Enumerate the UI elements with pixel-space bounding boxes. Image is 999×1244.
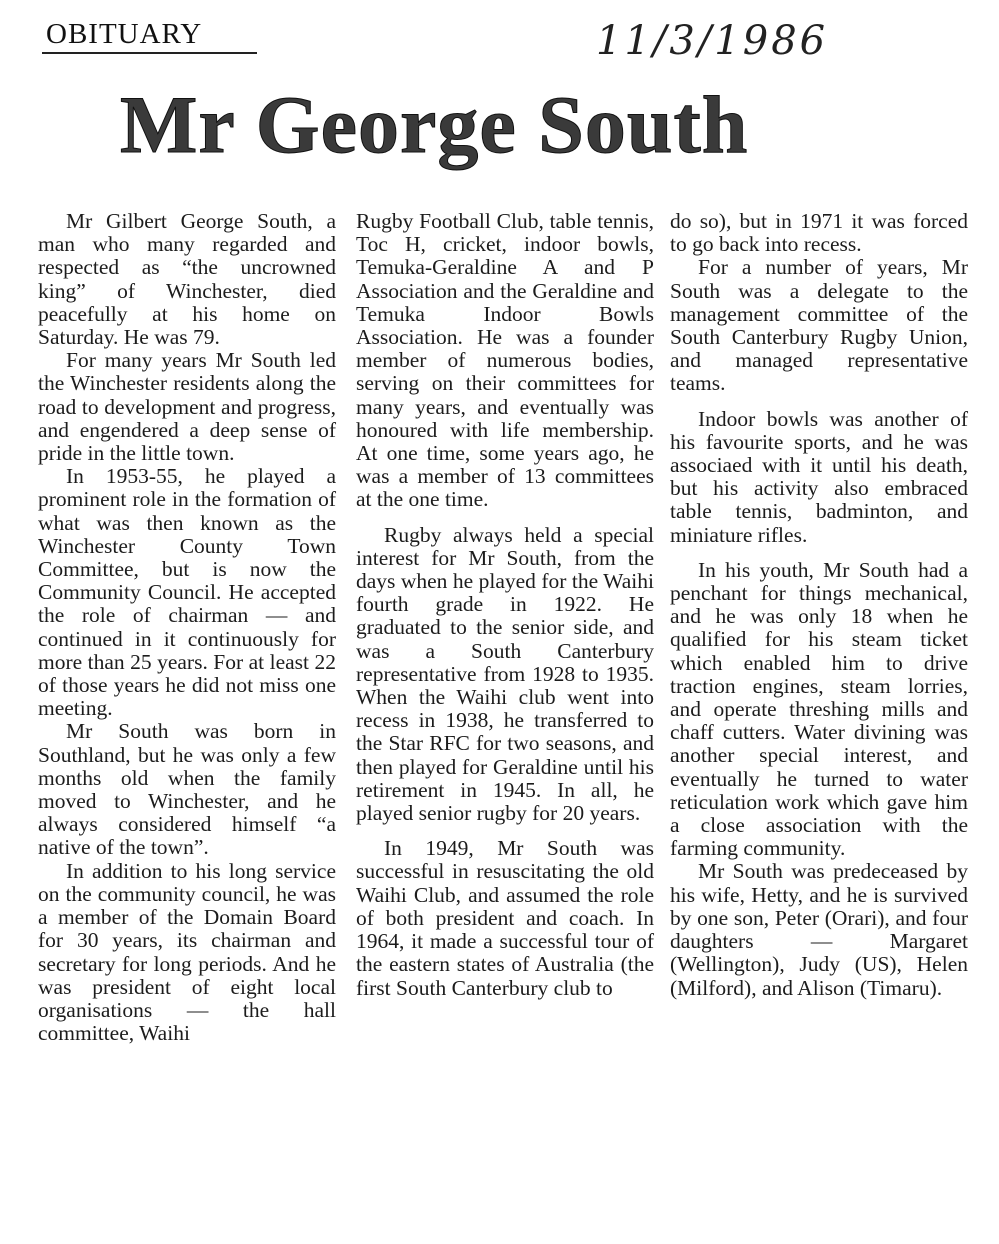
paragraph: In addition to his long service on the community council, he was a member of the Domain Board for 30 years, its chairman and secretary for long periods. And he was president of eight local organisations — the hall committee, Waihi xyxy=(38,858,336,1046)
paragraph: Mr South was predeceased by his wife, Hetty, and he is survived by one son, Peter (Orari), and four daughters — Margaret (Wellington), Judy (US), Helen (Milford), and Alison (Timaru). xyxy=(670,859,968,1000)
column-1 xyxy=(38,210,336,1045)
column-2 xyxy=(356,210,654,1000)
paragraph: In his youth, Mr South had a penchant for things mechanical, and he was only 18 when he qualified for his steam ticket which enabled him to drive traction engines, steam lorries, and operate threshing mills and chaff cutters. Water divining was another special interest, and eventually he turned to water reticulation work which gave him a close association with the farming community. xyxy=(670,557,968,861)
paragraph: do so), but in 1971 it was forced to go back into recess. xyxy=(670,209,968,257)
paragraph: Mr Gilbert George South, a man who many regarded and respected as “the uncrowned king” of Winchester, died peacefully at his home on Saturday. He was 79. xyxy=(38,209,336,350)
section-label: OBITUARY xyxy=(46,18,203,50)
paragraph: In 1949, Mr South was successful in resuscitating the old Waihi Club, and assumed the role of both president and coach. In 1964, it made a successful tour of the eastern states of Australia (the first South Canterbury club to xyxy=(356,836,654,1000)
article-body xyxy=(38,210,968,1220)
paragraph: For many years Mr South led the Winchester residents along the road to development and progress, and engendered a deep sense of pride in the little town. xyxy=(38,348,336,466)
handwritten-date: 11/3/1986 xyxy=(596,18,829,64)
paragraph: Rugby always held a special interest for Mr South, from the days when he played for the Waihi fourth grade in 1922. He graduated to the senior side, and was a South Canterbury representative from 1928 to 1935. When the Waihi club went into recess in 1938, he transferred to the Star RFC for two seasons, and then played for Geraldine until his retirement in 1945. In all, he played senior rugby for 20 years. xyxy=(356,522,654,826)
paragraph: In 1953-55, he played a prominent role in the formation of what was then known as the Winchester County Town Committee, but is now the Community Council. He accepted the role of chairman — and continued in it continuously for more than 25 years. For at least 22 of those years he did not miss one meeting. xyxy=(38,464,336,721)
column-3 xyxy=(670,210,968,1000)
headline: Mr George South xyxy=(120,79,749,170)
paragraph: For a number of years, Mr South was a delegate to the management committee of the South Canterbury Rugby Union, and managed representative teams. xyxy=(670,255,968,396)
paragraph: Mr South was born in Southland, but he was only a few months old when the family moved to Winchester, and he always considered himself “a native of the town”. xyxy=(38,719,336,860)
paragraph: Rugby Football Club, table tennis, Toc H, cricket, indoor bowls, Temuka-Geraldine A and P Association and the Geraldine and Temuka Indoor Bowls Association. He was a founder member of numerous bodies, serving on their committees for many years, and eventually was honoured with life membership. At one time, some years ago, he was a member of 13 committees at the one time. xyxy=(356,209,654,512)
paragraph: Indoor bowls was another of his favourite sports, and he was associaed with it until his death, but his activity also embraced table tennis, badminton, and miniature rifles. xyxy=(670,406,968,547)
section-rule xyxy=(42,52,257,54)
